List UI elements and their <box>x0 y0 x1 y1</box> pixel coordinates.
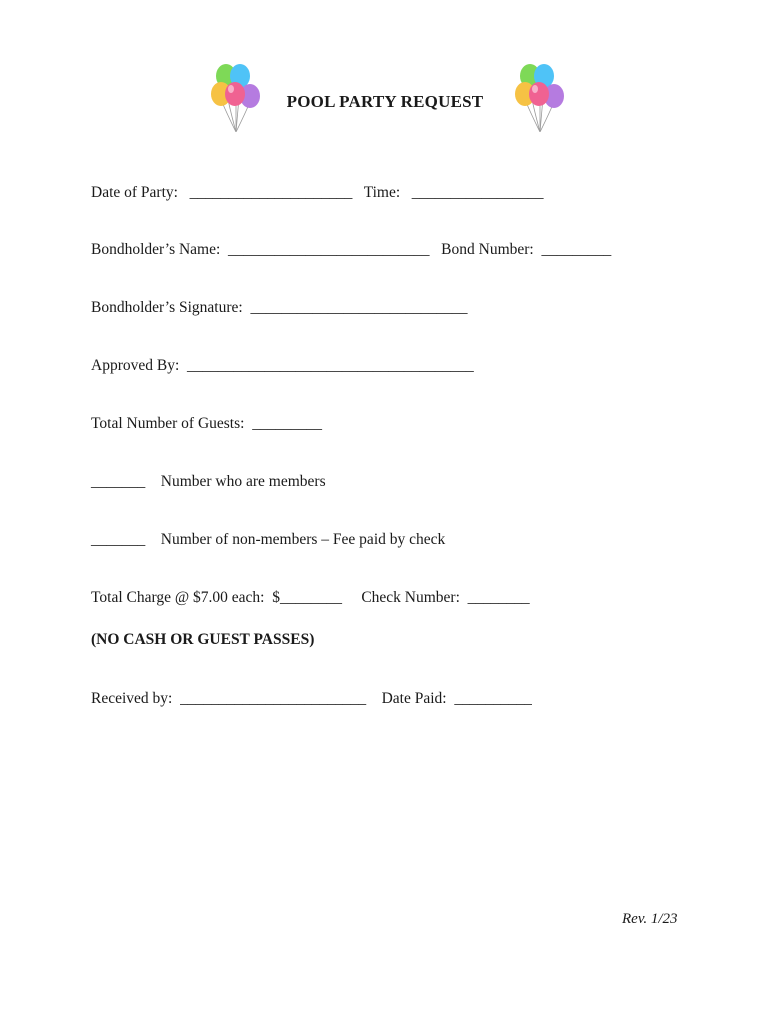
members-row <box>91 473 326 491</box>
received-label: Received by: <box>91 690 173 707</box>
check-number-label: Check Number: <box>361 589 460 606</box>
signature-label: Bondholder’s Signature: <box>91 299 243 316</box>
nonmembers-label: Number of non-members – Fee paid by check <box>160 531 446 548</box>
signature-field[interactable] <box>250 299 467 316</box>
page-title: POOL PARTY REQUEST <box>286 92 484 111</box>
received-field[interactable]: ________________________ <box>180 690 367 707</box>
guests-label: Total Number of Guests: <box>91 415 245 432</box>
date-label: Date of Party: <box>91 184 178 201</box>
balloons-icon <box>512 62 568 132</box>
time-field[interactable]: _________________ <box>411 184 544 201</box>
revision-label: Rev. 1/23 <box>622 911 678 927</box>
signature-blank-tail: ____ <box>436 299 468 316</box>
bond-number-field[interactable]: _________ <box>541 241 612 258</box>
bond-number-label: Bond Number: <box>441 241 534 258</box>
approved-row <box>91 357 474 375</box>
bondholder-name-label: Bondholder’s Name: <box>91 241 221 258</box>
received-row <box>91 690 532 708</box>
members-label: Number who are members <box>160 473 326 490</box>
approved-label: Approved By: <box>91 357 180 374</box>
members-field[interactable]: _______ <box>91 473 146 490</box>
total-charge-label: Total Charge @ $7.00 each: <box>91 589 265 606</box>
no-cash-notice: (NO CASH OR GUEST PASSES) <box>91 631 315 648</box>
signature-blank: ________________________ <box>250 299 437 316</box>
nonmembers-field[interactable]: _______ <box>91 531 146 548</box>
date-field[interactable]: _____________________ <box>189 184 353 201</box>
approved-field[interactable]: _____________________________________ <box>187 357 474 374</box>
signature-row <box>91 299 467 317</box>
nonmembers-row <box>91 531 445 549</box>
total-charge-field[interactable]: $________ <box>272 589 342 606</box>
time-label: Time: <box>363 184 401 201</box>
date-paid-label: Date Paid: <box>381 690 447 707</box>
name-bond-row <box>91 241 611 259</box>
bondholder-name-field[interactable]: __________________________ <box>228 241 430 258</box>
check-number-field[interactable]: ________ <box>467 589 530 606</box>
guests-field[interactable]: _________ <box>252 415 322 432</box>
date-paid-field[interactable]: __________ <box>454 690 532 707</box>
charge-check-row <box>91 589 530 607</box>
guests-row <box>91 415 322 433</box>
date-time-row <box>91 184 544 202</box>
